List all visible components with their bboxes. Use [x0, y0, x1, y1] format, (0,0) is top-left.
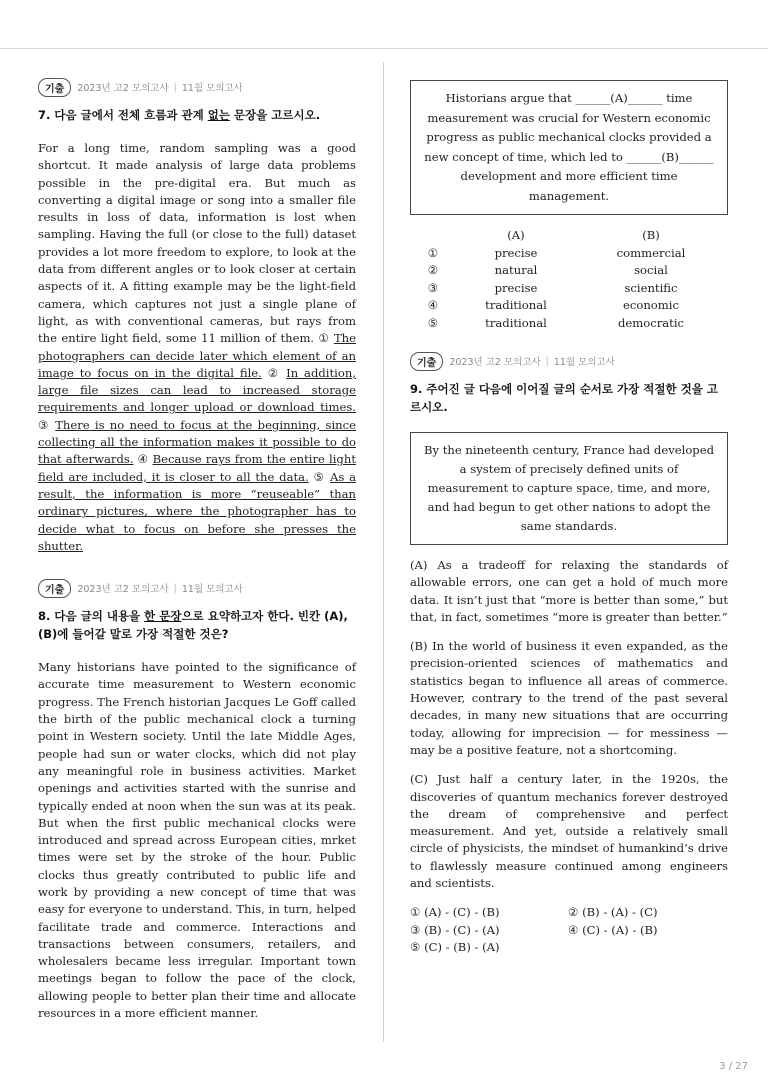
sentence-3-number: ③: [38, 417, 50, 432]
exam-month: 11월 모의고사: [181, 83, 243, 94]
option-row[interactable]: [410, 297, 728, 315]
exam-tag: 기출: [38, 579, 71, 598]
exam-year: 2023년 고2 모의고사: [77, 83, 169, 94]
option-a: precise: [494, 280, 538, 295]
paragraph-b: (B) In the world of business it even expanded, as the precision-oriented sciences of mathematics and statistics began to influence all areas of commerce. However, contrary to the trend of the past several decades, in many new situations that are occurring today, allowing for imprecision — for messiness — may be a positive feature, not a shortcoming.: [410, 639, 728, 757]
options-table: [410, 227, 728, 332]
answer-choice[interactable]: ② (B) - (A) - (C): [568, 905, 658, 920]
option-b: social: [634, 263, 668, 277]
question-8-title: [38, 607, 356, 643]
question-7: [38, 78, 356, 555]
option-row[interactable]: [410, 245, 728, 263]
title-underlined: 없는: [207, 108, 230, 122]
question-9-title: 9. 주어진 글 다음에 이어질 글의 순서로 가장 적절한 것을 고르시오.: [410, 382, 718, 414]
option-number: ④: [427, 298, 439, 312]
column-divider: [383, 62, 384, 1042]
answer-choice[interactable]: ③ (B) - (C) - (A): [410, 922, 500, 937]
question-9-meta: [410, 352, 728, 370]
question-8-meta: [38, 579, 356, 597]
answer-choices: [410, 904, 728, 957]
option-a: precise: [494, 245, 538, 260]
meta-separator: |: [173, 81, 177, 93]
option-a: natural: [494, 263, 538, 277]
option-row[interactable]: [410, 262, 728, 280]
exam-year: 2023년 고2 모의고사: [77, 584, 169, 596]
option-b: economic: [623, 298, 679, 312]
option-row[interactable]: [410, 280, 728, 298]
title-text: 7. 다음 글에서 전체 흐름과 관계: [38, 108, 208, 122]
sentence-4-number: ④: [137, 452, 149, 467]
question-7-title: [38, 106, 356, 124]
paragraph-a: (A) As a tradeoff for relaxing the standards of allowable errors, one can get a hold of much more data. It isn’t just that “more is better than some,” but that, in fact, sometimes “more is greater than better.”: [410, 558, 728, 624]
title-text-end: 문장을 고르시오.: [229, 108, 321, 122]
answer-choice[interactable]: ④ (C) - (A) - (B): [568, 922, 658, 937]
header-number: [410, 227, 456, 245]
option-b: commercial: [616, 245, 686, 260]
header-rule: [0, 48, 768, 49]
exam-year: 2023년 고2 모의고사: [449, 357, 541, 368]
meta-separator: |: [173, 582, 177, 594]
sentence-1: The photographers can decide later which element of an image to focus on in the digital file.: [38, 331, 356, 380]
header-b: (B): [642, 228, 660, 242]
option-row[interactable]: [410, 315, 728, 333]
option-number: ②: [427, 263, 439, 277]
option-a: traditional: [485, 298, 547, 312]
option-number: ①: [427, 245, 439, 260]
summary-box: Historians argue that ______(A)______ time measurement was crucial for Western economic progress as public mechanical clocks provided a new concept of time, which led to ______(B)______ development and more efficient time management.: [410, 80, 728, 215]
option-a: traditional: [485, 315, 547, 330]
sentence-5: As a result, the information is more “reuseable” than ordinary pictures, where the photographer has to decide what to focus on before she presses the shutter.: [38, 469, 357, 553]
exam-month: 11월 모의고사: [181, 584, 243, 596]
paragraph-c: (C) Just half a century later, in the 1920s, the discoveries of quantum mechanics forever destroyed the dream of comprehensive and perfect measurement. And yet, outside a relatively small circle of physicists, the mindset of humankind’s drive to flawlessly measure continued among engineers and scientists.: [410, 772, 728, 891]
sentence-4: Because rays from the entire light field are included, it is closer to all the data.: [38, 452, 356, 484]
option-b: democratic: [617, 315, 685, 330]
option-b: scientific: [624, 280, 678, 295]
title-text-end: 으로 요약하고자 한다. 빈칸 (A), (B)에 들어갈 말로 가장 적절한 것은?: [38, 609, 348, 642]
sentence-2: In addition, large file sizes can lead to increased storage requirements and longer upload or download times.: [38, 365, 357, 415]
title-underlined: 한 문장: [144, 609, 182, 624]
page-number: 3 / 27: [719, 1061, 748, 1072]
exam-tag: 기출: [410, 352, 443, 371]
question-9: [410, 352, 728, 957]
meta-separator: |: [545, 355, 549, 367]
exam-tag: 기출: [38, 78, 71, 97]
sentence-1-number: ①: [318, 331, 330, 346]
question-7-meta: [38, 78, 356, 96]
question-8: [38, 579, 356, 1022]
options-header: [410, 227, 728, 245]
option-number: ⑤: [427, 315, 439, 330]
left-column: [38, 78, 356, 1022]
header-a: (A): [507, 228, 525, 242]
sentence-5-number: ⑤: [313, 469, 326, 484]
question-7-passage: [38, 140, 356, 555]
question-8-passage: Many historians have pointed to the significance of accurate time measurement to Western economic progress. The French historian Jacques Le Goff called the birth of the public mechanical clock a turning point in Western society. Until the late Middle Ages, people had sun or water clocks, which did not play any meaningful role in business activities. Market openings and activities started with the sunrise and typically ended at noon when the sun was at its peak. But when the first public mechanical clocks were introduced and spread across European cities, mrket times were set by the stroke of the hour. Public clocks thus greatly contributed to public life and work by providing a new concept of time that was easy for everyone to understand. This, in turn, helped facilitate trade and commerce. Interactions and transactions between consumers, retailers, and wholesalers became less irregular. Important town meetings began to follow the pace of the clock, allowing people to better plan their time and allocate resources in a more efficient manner.: [38, 660, 356, 1021]
right-column: [410, 80, 728, 957]
answer-choice[interactable]: ⑤ (C) - (B) - (A): [410, 940, 500, 955]
passage-intro: For a long time, random sampling was a good shortcut. It made analysis of large data problems possible in the pre-digital era. But much as converting a digital image or song into a smaller file results in loss of data, information is lost when sampling. Having the full (or close to the full) dataset provides a lot more freedom to explore, to look at the data from different angles or to look closer at certain aspects of it. A fitting example may be the light-field camera, which captures not just a single plane of light, as with conventional cameras, but rays from the entire light field, some 11 million of them.: [38, 141, 356, 346]
exam-month: 11월 모의고사: [553, 357, 615, 368]
given-text-box: By the nineteenth century, France had developed a system of precisely defined units of measurement to capture space, time, and more, and had begun to get other nations to adopt the same standards.: [410, 432, 728, 545]
title-text: 8. 다음 글의 내용을: [38, 609, 145, 624]
sentence-3: There is no need to focus at the beginning, since collecting all the information makes it possible to do that afterwards.: [38, 417, 356, 467]
option-number: ③: [427, 280, 439, 295]
sentence-2-number: ②: [267, 365, 281, 380]
answer-choice[interactable]: ① (A) - (C) - (B): [410, 905, 500, 920]
